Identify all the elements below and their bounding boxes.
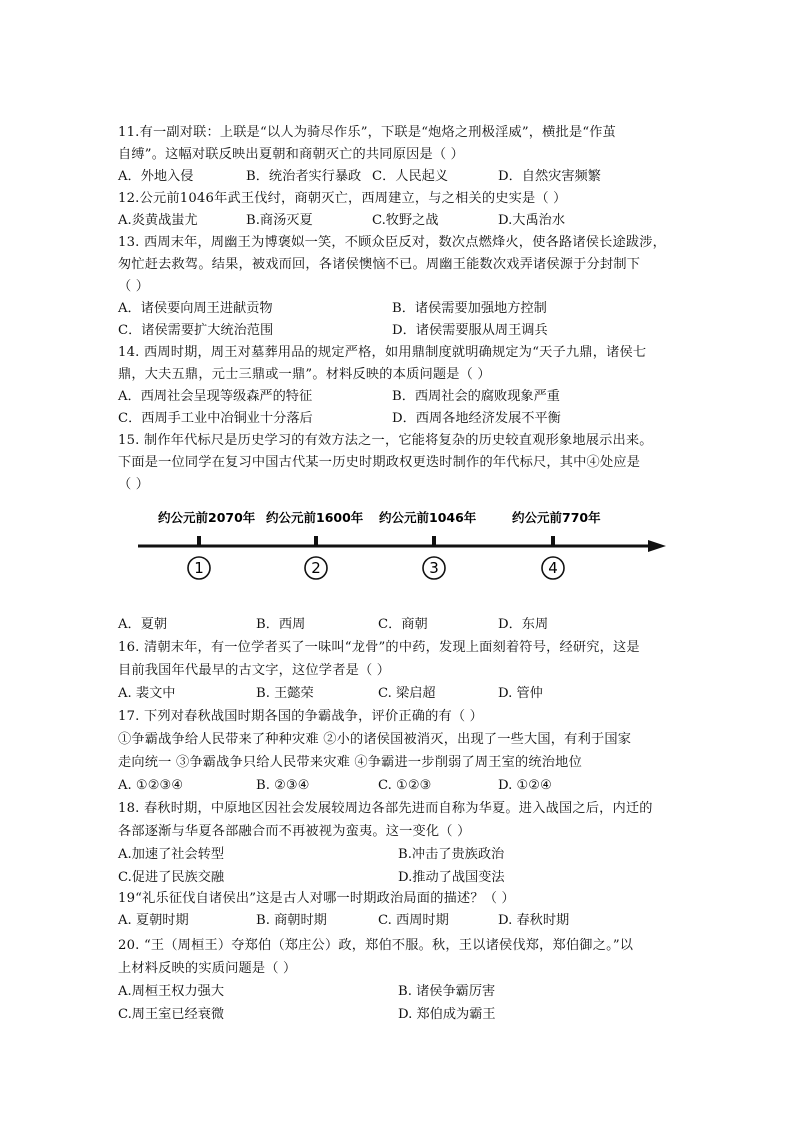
q16-option-c[interactable]: C. 梁启超 [378,686,436,701]
q20-option-a[interactable]: A.周桓王权力强大 [118,984,225,999]
timeline-num-4: 4 [548,559,558,577]
q20-option-d[interactable]: D. 郑伯成为霸王 [398,1007,496,1022]
q15-stem-line3: （ ） [118,477,150,492]
q12-option-d[interactable]: D.大禹治水 [498,213,566,228]
q19-option-b[interactable]: B. 商朝时期 [256,913,327,928]
q17-stem-line2: ①争霸战争给人民带来了种种灾难 ②小的诸侯国被消灭，出现了一些大国，有利于国家 [118,732,632,747]
q17-stem-line1: 17. 下列对春秋战国时期各国的争霸战争，评价正确的有（ ） [118,709,484,724]
q17-option-d[interactable]: D. ①②④ [498,778,552,793]
q14-stem-line2: 鼎，大夫五鼎，元士三鼎或一鼎”。材料反映的本质问题是（ ） [118,367,491,382]
q15-option-a[interactable]: A．夏朝 [118,617,168,632]
q16-stem-line1: 16. 清朝末年，有一位学者买了一味叫“龙骨”的中药，发现上面刻着符号，经研究，这是 [118,640,640,655]
q16-option-d[interactable]: D. 管仲 [498,686,543,701]
q16-option-a[interactable]: A. 裴文中 [118,686,176,701]
q18-stem-line2: 各部逐渐与华夏各部融合而不再被视为蛮夷。这一变化（ ） [118,824,471,839]
q18-stem-line1: 18. 春秋时期，中原地区因社会发展较周边各部先进而自称为华夏。进入战国之后，内迁的 [118,801,653,816]
q19-stem-line1: 19“礼乐征伐自诸侯出”这是古人对哪一时期政治局面的描述？（ ） [118,891,515,906]
q19-option-d[interactable]: D. 春秋时期 [498,913,570,928]
q15-option-c[interactable]: C．商朝 [378,617,428,632]
timeline-label-4: 约公元前770年 [512,510,601,525]
q13-stem-line2: 匆忙赶去救驾。结果，被戏而回，各诸侯懊恼不已。周幽王能数次戏弄诸侯源于分封制下 [118,257,641,272]
q13-option-c[interactable]: C．诸侯需要扩大统治范围 [118,323,274,338]
q15-stem-line1: 15. 制作年代标尺是历史学习的有效方法之一，它能将复杂的历史较直观形象地展示出来。 [118,433,653,448]
timeline-label-2: 约公元前1600年 [266,510,364,525]
q17-option-b[interactable]: B. ②③④ [256,778,310,793]
q14-option-a[interactable]: A．西周社会呈现等级森严的特征 [118,389,313,404]
q18-option-d[interactable]: D.推动了战国变法 [398,870,505,885]
q13-stem-line1: 13. 西周末年，周幽王为博褒姒一笑，不顾众臣反对，数次点燃烽火，使各路诸侯长途跋涉， [118,235,667,250]
q20-option-c[interactable]: C.周王室已经衰微 [118,1007,225,1022]
q15-option-b[interactable]: B．西周 [256,617,306,632]
q20-stem-line2: 上材料反映的实质问题是（ ） [118,961,297,976]
q20-option-b[interactable]: B. 诸侯争霸厉害 [398,984,496,999]
q20-stem-line1: 20. “王（周桓王）夺郑伯（郑庄公）政，郑伯不服。秋，王以诸侯伐郑，郑伯御之。”以 [118,938,634,953]
timeline-label-3: 约公元前1046年 [379,510,477,525]
q15-option-d[interactable]: D．东周 [498,617,549,632]
q19-option-a[interactable]: A. 夏朝时期 [118,913,189,928]
q17-option-c[interactable]: C. ①②③ [378,778,432,793]
timeline-num-2: 2 [311,559,321,577]
q14-option-c[interactable]: C．西周手工业中冶铜业十分落后 [118,411,313,426]
q13-stem-line3: （ ） [118,279,150,294]
q15-timeline-numerals [120,500,680,590]
q13-option-a[interactable]: A．诸侯要向周王进献贡物 [118,301,273,316]
q11-stem-line2: 自缚”。这幅对联反映出夏朝和商朝灭亡的共同原因是（ ） [118,147,465,162]
q15-stem-line2: 下面是一位同学在复习中国古代某一历史时期政权更迭时制作的年代标尺，其中④处应是 [118,455,641,470]
q14-stem-line1: 14. 西周时期，周王对墓葬用品的规定严格，如用鼎制度就明确规定为“天子九鼎，诸侯七 [118,345,647,360]
q13-option-d[interactable]: D．诸侯需要服从周王调兵 [392,323,548,338]
q14-option-b[interactable]: B．西周社会的腐败现象严重 [392,389,560,404]
q19-option-c[interactable]: C. 西周时期 [378,913,449,928]
q16-option-b[interactable]: B. 王懿荣 [256,686,314,701]
q13-option-b[interactable]: B．诸侯需要加强地方控制 [392,301,547,316]
timeline-num-3: 3 [429,559,439,577]
q12-option-b[interactable]: B.商汤灭夏 [246,213,313,228]
q17-stem-line3: 走向统一 ③争霸战争只给人民带来灾难 ④争霸进一步削弱了周王室的统治地位 [118,755,582,770]
q11-option-a[interactable]: A．外地入侵 [118,169,194,184]
q18-option-a[interactable]: A.加速了社会转型 [118,847,225,862]
q14-option-d[interactable]: D．西周各地经济发展不平衡 [392,411,561,426]
q12-option-a[interactable]: A.炎黄战蚩尤 [118,213,198,228]
timeline-num-1: 1 [194,559,204,577]
q17-option-a[interactable]: A. ①②③④ [118,778,184,793]
q16-stem-line2: 目前我国年代最早的古文字，这位学者是（ ） [118,663,391,678]
q11-option-d[interactable]: D．自然灾害频繁 [498,169,601,184]
q11-stem-line1: 11.有一副对联：上联是“以人为骑尽作乐”，下联是“炮烙之刑极淫威”，横批是“作茧 [118,125,617,140]
q12-option-c[interactable]: C.牧野之战 [372,213,439,228]
q18-option-c[interactable]: C.促进了民族交融 [118,870,225,885]
q12-stem-line1: 12.公元前1046年武王伐纣，商朝灭亡，西周建立，与之相关的史实是（ ） [118,191,567,206]
timeline-label-1: 约公元前2070年 [158,510,256,525]
q11-option-c[interactable]: C．人民起义 [372,169,449,184]
q18-option-b[interactable]: B.冲击了贵族政治 [398,847,505,862]
q11-option-b[interactable]: B．统治者实行暴政 [246,169,362,184]
